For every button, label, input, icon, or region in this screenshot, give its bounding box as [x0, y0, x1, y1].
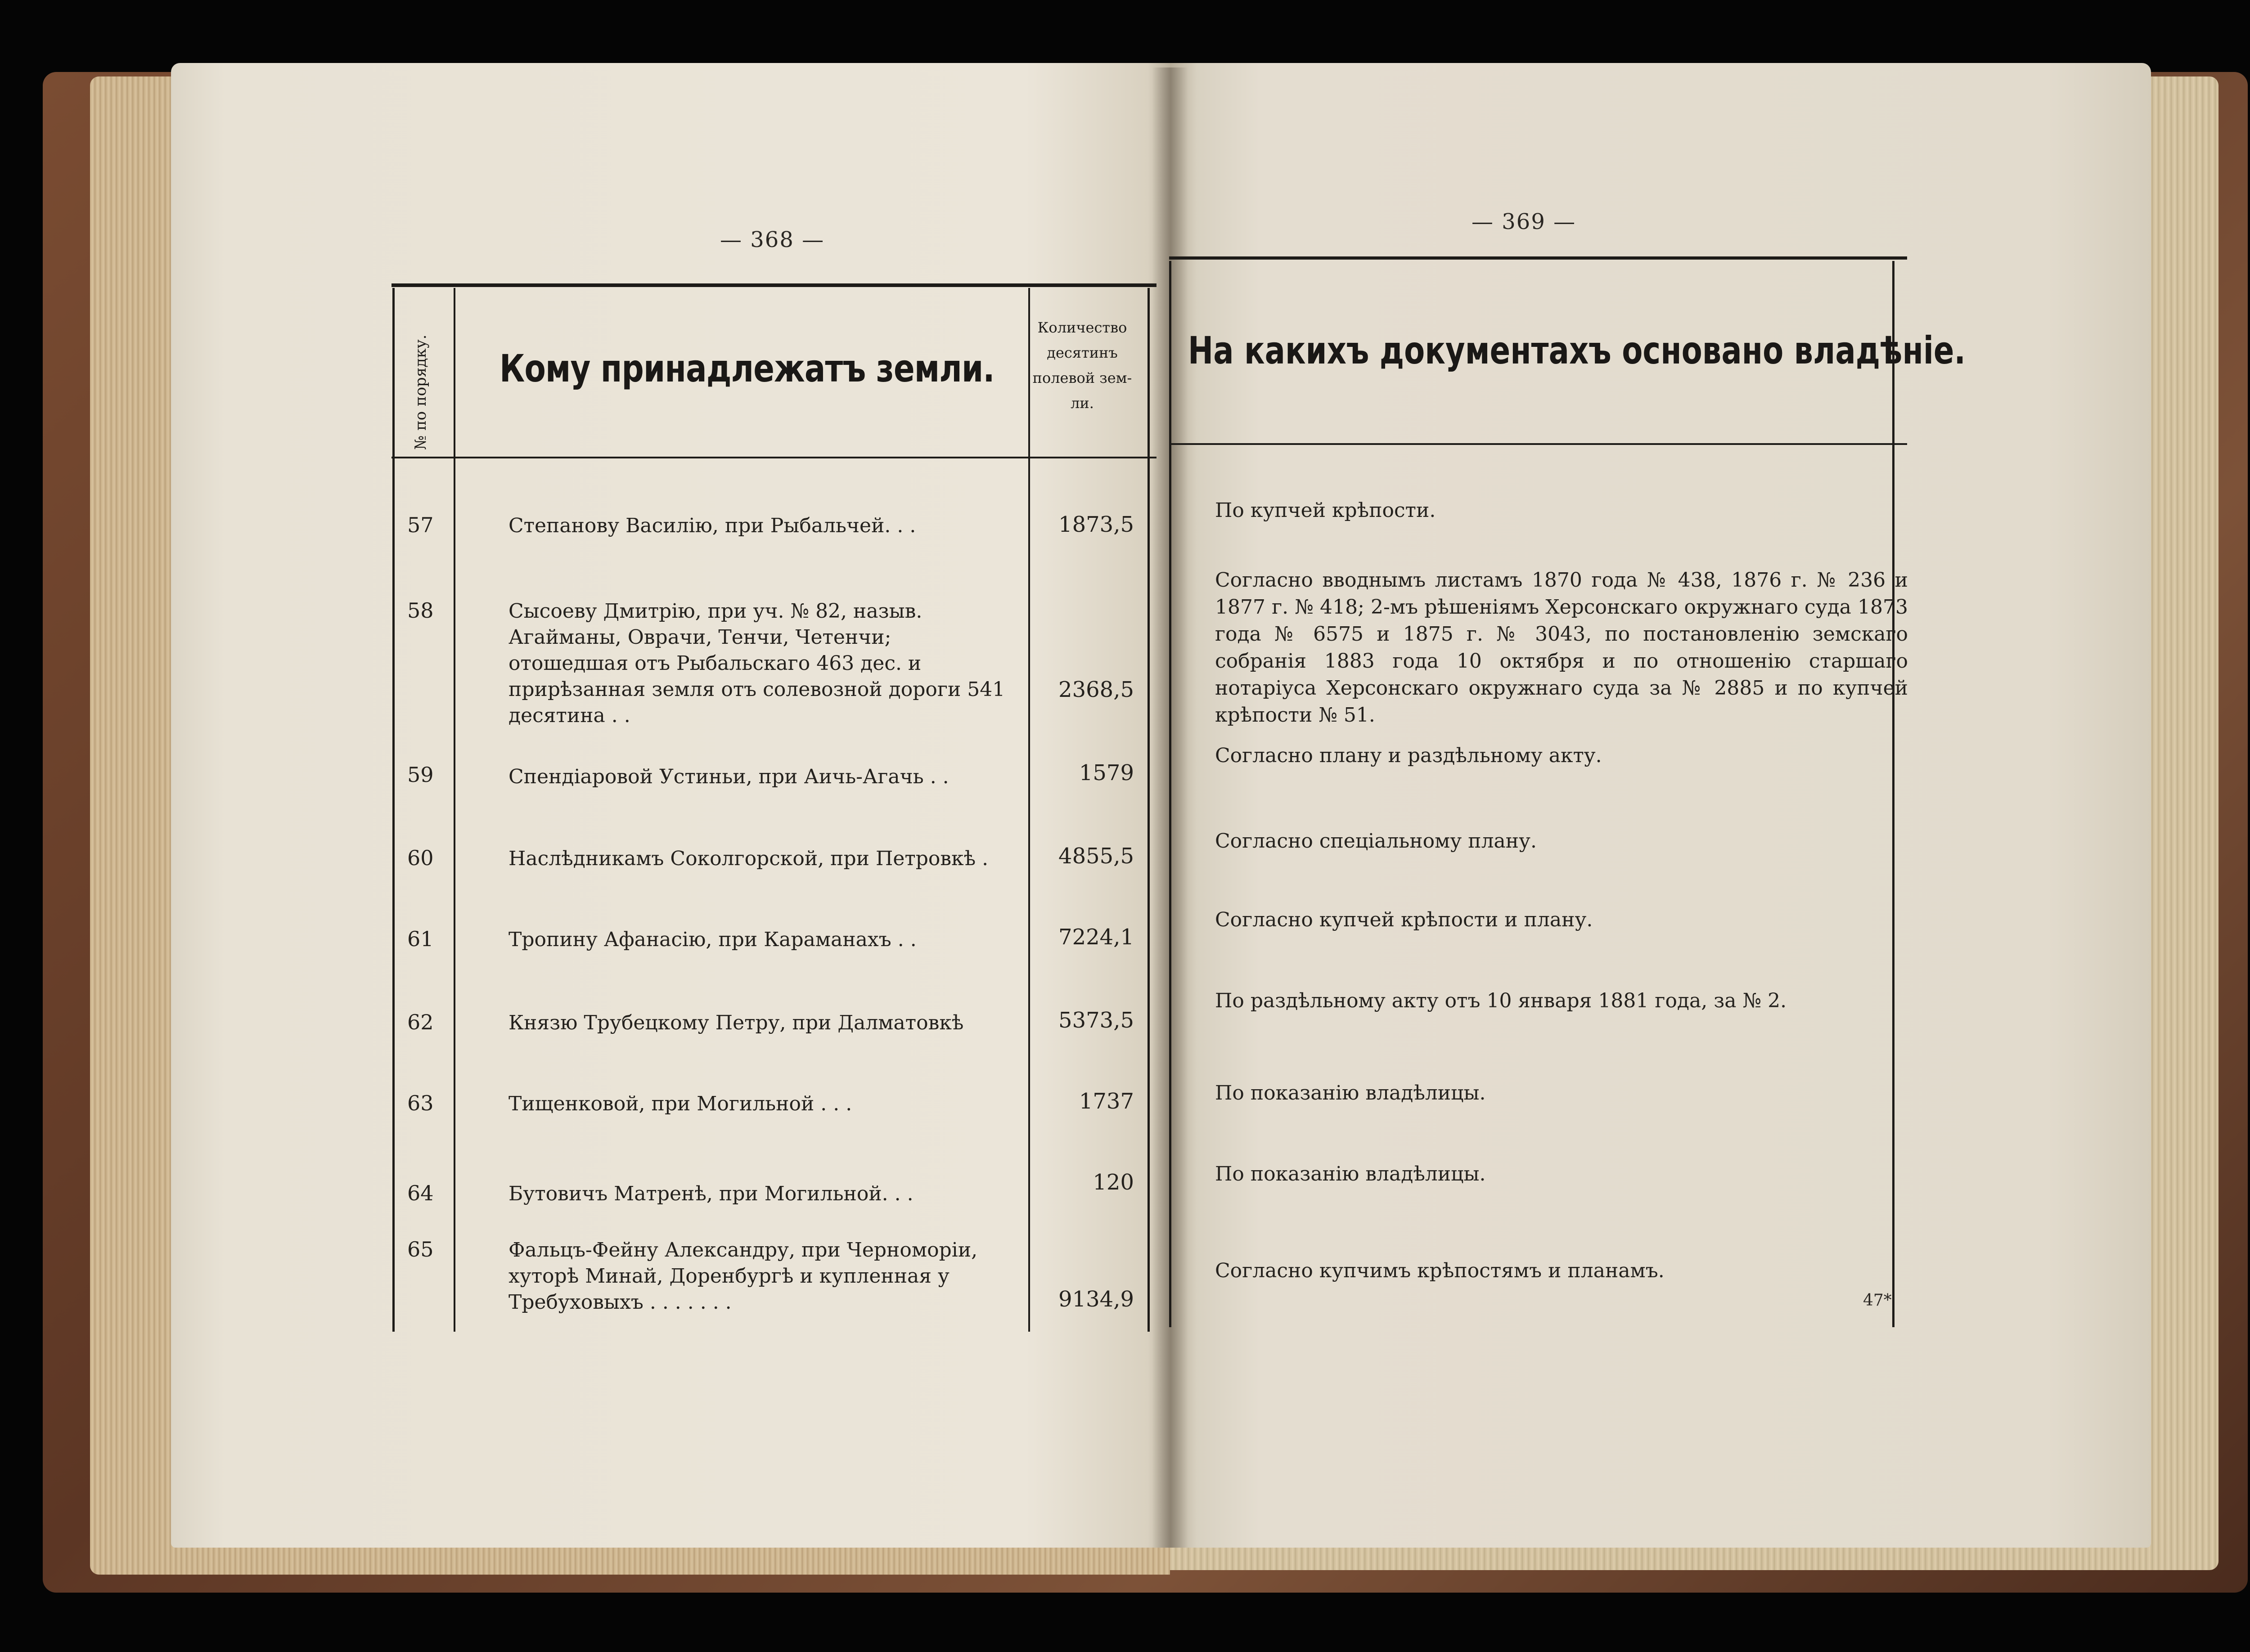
right-table-header-rule — [1169, 443, 1907, 445]
header-quantity-line: ли. — [1071, 395, 1094, 412]
row-quantity: 2368,5 — [1058, 677, 1134, 702]
row-owner-text: Тищенковой, при Могильной — [508, 1092, 814, 1115]
row-owner — [508, 764, 1012, 790]
row-quantity: 1737 — [1079, 1089, 1134, 1114]
row-document: Согласно купчимъ крѣпостямъ и планамъ. — [1215, 1259, 1665, 1282]
row-leader-dots: . . . . . . . — [649, 1291, 732, 1314]
row-owner — [508, 846, 1012, 872]
row-document: По раздѣльному акту отъ 10 января 1881 года, за № 2. — [1215, 989, 1787, 1012]
table-top-rule — [392, 283, 1156, 287]
table-right-border — [1148, 288, 1150, 1332]
row-owner-text: Спендіаровой Устиньи, при Аичь-Агачь — [508, 765, 924, 788]
row-quantity: 4855,5 — [1058, 844, 1134, 869]
row-number: 58 — [407, 598, 434, 623]
row-leader-dots: . . — [894, 1182, 914, 1205]
row-number: 60 — [407, 846, 434, 870]
row-owner-text: Степанову Василію, при Рыбальчей. — [508, 514, 891, 537]
row-leader-dots: . . . — [820, 1092, 852, 1115]
row-owner — [508, 1010, 1012, 1036]
row-owner-text: Князю Трубецкому Петру, при Далматовкѣ — [508, 1011, 964, 1034]
row-document: Согласно спеціальному плану. — [1215, 830, 1537, 853]
row-leader-dots: . . — [897, 514, 916, 537]
row-owner — [508, 598, 1012, 729]
row-number: 65 — [407, 1237, 434, 1261]
row-quantity: 1579 — [1079, 760, 1134, 786]
column-divider-number — [454, 288, 455, 1332]
header-quantity-line: полевой зем- — [1032, 369, 1132, 386]
row-document: Согласно купчей крѣпости и плану. — [1215, 908, 1593, 931]
header-number: № по порядку. — [412, 334, 430, 450]
row-number: 59 — [407, 763, 434, 787]
row-owner — [508, 1091, 1012, 1117]
row-quantity: 5373,5 — [1058, 1008, 1134, 1033]
right-table-top-rule — [1169, 256, 1907, 260]
row-number: 62 — [407, 1010, 434, 1034]
row-document: По показанію владѣлицы. — [1215, 1163, 1486, 1185]
row-leader-dots: . . — [930, 765, 949, 788]
table-left-border — [392, 288, 395, 1332]
row-owner-text: Бутовичъ Матренѣ, при Могильной. — [508, 1182, 888, 1205]
row-owner-text: Тропину Афанасію, при Караманахъ — [508, 928, 891, 951]
row-owner — [508, 927, 1012, 953]
table-header-rule — [392, 457, 1156, 458]
right-table-left-border — [1169, 261, 1171, 1327]
row-number: 63 — [407, 1091, 434, 1115]
right-page — [1170, 63, 2151, 1548]
printer-signature: 47* — [1863, 1291, 1892, 1310]
row-quantity: 7224,1 — [1058, 925, 1134, 950]
row-quantity: 1873,5 — [1058, 512, 1134, 537]
row-leader-dots: . . — [611, 704, 630, 727]
page-number-left: — 368 — — [720, 227, 825, 252]
header-quantity-line: десятинъ — [1047, 344, 1118, 361]
row-document: Согласно плану и раздѣльному акту. — [1215, 744, 1602, 767]
row-owner — [508, 1237, 1012, 1315]
header-documents: На какихъ документахъ основано владѣніе. — [1188, 328, 1966, 373]
row-quantity: 9134,9 — [1058, 1287, 1134, 1312]
header-owner: Кому принадлежатъ земли. — [500, 346, 994, 391]
row-leader-dots: . . — [897, 928, 917, 951]
row-owner — [508, 513, 1012, 539]
header-quantity — [1024, 315, 1141, 416]
row-number: 61 — [407, 927, 434, 951]
row-owner-text: Наслѣдникамъ Соколгорской, при Петровкѣ — [508, 847, 976, 870]
row-document: По купчей крѣпости. — [1215, 499, 1436, 522]
header-quantity-line: Количество — [1037, 319, 1127, 336]
column-divider-quantity — [1028, 288, 1030, 1332]
row-leader-dots: . — [982, 847, 989, 870]
row-quantity: 120 — [1093, 1170, 1134, 1195]
row-number: 64 — [407, 1181, 434, 1205]
row-number: 57 — [407, 513, 434, 537]
row-owner-text: Фальцъ-Фейну Александру, при Черноморіи, хуторѣ Минай, Доренбургѣ и купленная у Требуховыхъ — [508, 1239, 978, 1314]
page-number-right: — 369 — — [1472, 209, 1576, 234]
row-document: По показанію владѣлицы. — [1215, 1082, 1486, 1104]
row-document: Согласно вводнымъ листамъ 1870 года № 438, 1876 г. № 236 и 1877 г. № 418; 2-мъ рѣшеніямъ Херсонскаго окружнаго суда 1873 года № 6575 и 1875 г. № 3043, по постановленію земскаго собранія 1883 года 10 октября и по отношенію старшаго нотаріуса Херсонскаго окружнаго суда за № 2885 и по купчей крѣпости № 51. — [1215, 569, 1908, 727]
row-owner-text: Сысоеву Дмитрію, при уч. № 82, назыв. Агайманы, Оврачи, Тенчи, Четенчи; отошедшая отъ Рыбальскаго 463 дес. и прирѣзанная земля отъ солевозной дороги 541 десятина — [508, 600, 1005, 727]
row-owner — [508, 1181, 1012, 1207]
